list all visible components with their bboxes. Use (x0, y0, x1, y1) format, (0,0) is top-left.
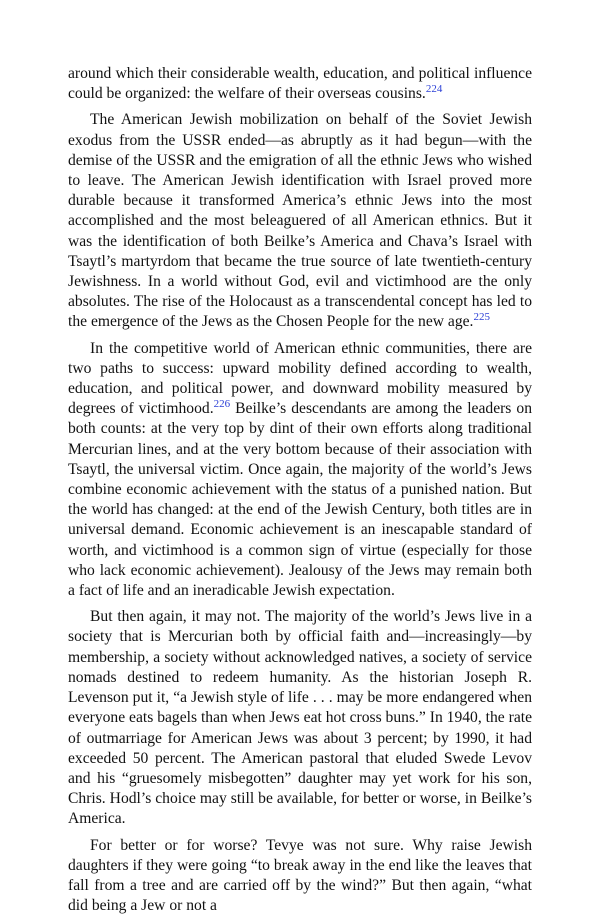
footnote-ref-224[interactable]: 224 (425, 83, 443, 96)
paragraph-3 (68, 339, 532, 602)
footnote-ref-225[interactable]: 225 (473, 311, 490, 324)
paragraph-1 (68, 64, 532, 104)
paragraph-4-text: But then again, it may not. The majority of the world’s Jews live in a society that is Mercurian both by official faith and—increasingly—by membership, a society without acknowledged natives, a society of service nomads destined to redeem humanity. As the historian Joseph R. Levenson put it, “a Jewish style of life . . . may be more endangered when everyone eats bagels than when Jews eat hot cross buns.” In 1940, the rate of outmarriage for American Jews was about 3 percent; by 1990, it had exceeded 50 percent. The American pastoral that eluded Swede Levov and his “gruesomely misbegotten” daughter may yet work for his son, Chris. Hodl’s choice may still be available, for better or worse, in Beilke’s America. (68, 608, 532, 828)
paragraph-5-text: For better or for worse? Tevye was not sure. Why raise Jewish daughters if they were going “to break away in the end like the leaves that fall from a tree and are carried off by the wind?” But then again, “what did being a Jew or not a (68, 836, 532, 915)
paragraph-2 (68, 110, 532, 332)
paragraph-5 (68, 836, 532, 917)
paragraph-4 (68, 607, 532, 829)
paragraph-3-text-before: In the competitive world of American ethnic communities, there are two paths to success: upward mobility defined according to wealth, education, and political power, and downward mobility measured by degrees of victimhood. (68, 339, 532, 418)
book-page (68, 64, 532, 922)
footnote-ref-226[interactable]: 226 (213, 398, 231, 411)
paragraph-2-text: The American Jewish mobilization on behalf of the Soviet Jewish exodus from the USSR ended—as abruptly as it had begun—with the demise of the USSR and the emigration of all the ethnic Jews who wished to leave. The American Jewish identification with Israel proved more durable because it transformed America’s ethnic Jews into the most accomplished and the most beleaguered of all American ethnics. But it was the identification of both Beilke’s America and Chava’s Israel with Tsaytl’s martyrdom that became the true source of late twentieth-century Jewishness. In a world without God, evil and victimhood are the only absolutes. The rise of the Holocaust as a transcendental concept has led to the emergence of the Jews as the Chosen People for the new age. (68, 111, 532, 331)
paragraph-1-text: around which their considerable wealth, education, and political influence could be organized: the welfare of their overseas cousins. (68, 65, 532, 103)
paragraph-3-text-after: Beilke’s descendants are among the leaders on both counts: at the very top by dint of their own efforts along traditional Mercurian lines, and at the very bottom because of their association with Tsaytl, the universal victim. Once again, the majority of the world’s Jews combine economic achievement with the status of a punished nation. But the world has changed: at the end of the Jewish Century, both titles are in universal demand. Economic achievement is an inescapable standard of worth, and victimhood is a common sign of virtue (especially for those who lack economic achievement). Jealousy of the Jews may remain both a fact of life and an ineradicable Jewish expectation. (68, 400, 532, 600)
